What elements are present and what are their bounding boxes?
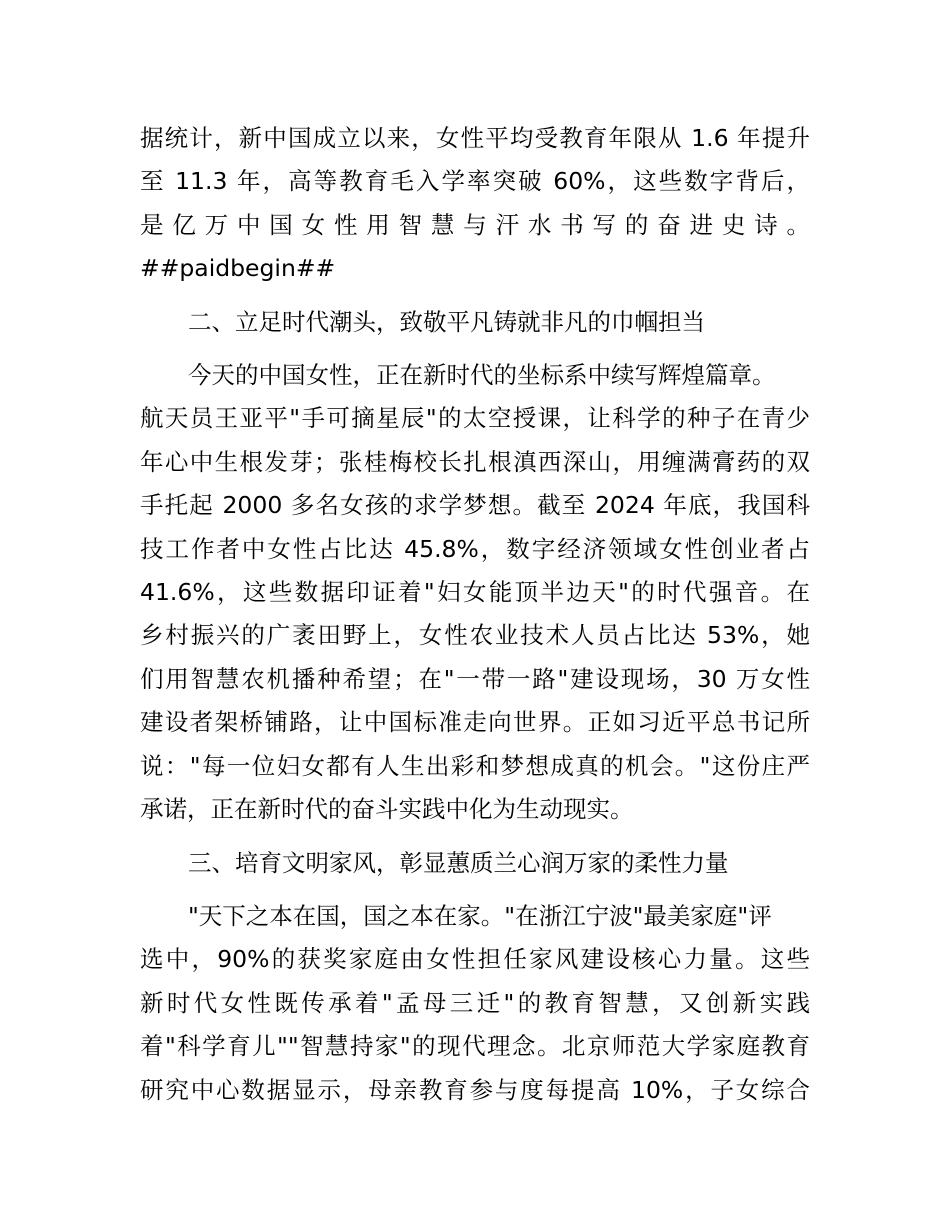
text-line: 新时代女性既传承着"孟母三迁"的教育智慧，又创新实践 [140, 988, 810, 1017]
text-line: 航天员王亚平"手可摘星辰"的太空授课，让科学的种子在青少 [140, 404, 810, 433]
text-line: 们用智慧农机播种希望；在"一带一路"建设现场，30 万女性 [140, 664, 810, 693]
text-line: 今天的中国女性，正在新时代的坐标系中续写辉煌篇章。 [188, 361, 776, 390]
text-line: 说："每一位妇女都有人生出彩和梦想成真的机会。"这份庄严 [140, 751, 810, 780]
text-line: 技工作者中女性占比达 45.8%，数字经济领域女性创业者占 [140, 534, 810, 563]
heading-text: 二、立足时代潮头，致敬平凡铸就非凡的巾帼担当 [188, 307, 705, 336]
text-line: 承诺，正在新时代的奋斗实践中化为生动现实。 [140, 795, 634, 824]
text-line: 乡村振兴的广袤田野上，女性农业技术人员占比达 53%，她 [140, 621, 810, 650]
text-line: 是亿万中国女性用智慧与汗水书写的奋进史诗。 [140, 210, 810, 239]
text-line: 着"科学育儿""智慧持家"的现代理念。北京师范大学家庭教育 [140, 1032, 810, 1061]
section-heading-2 [140, 301, 810, 344]
text-line: 41.6%，这些数据印证着"妇女能顶半边天"的时代强音。在 [140, 578, 810, 607]
text-line: 研究中心数据显示，母亲教育参与度每提高 10%，子女综合 [140, 1075, 810, 1104]
paid-begin-marker: ##paidbegin## [140, 254, 336, 283]
text-line: 至 11.3 年，高等教育毛入学率突破 60%，这些数字背后， [140, 167, 810, 196]
paragraph-family-style [140, 895, 810, 1112]
document-body [140, 117, 810, 1112]
text-line: "天下之本在国，国之本在家。"在浙江宁波"最美家庭"评 [188, 901, 772, 930]
heading-text: 三、培育文明家风，彰显蕙质兰心润万家的柔性力量 [188, 848, 729, 877]
text-line: 据统计，新中国成立以来，女性平均受教育年限从 1.6 年提升 [140, 124, 810, 152]
text-line: 年心中生根发芽；张桂梅校长扎根滇西深山，用缠满膏药的双 [140, 447, 810, 476]
text-line: 手托起 2000 多名女孩的求学梦想。截至 2024 年底，我国科 [140, 491, 810, 520]
text-line: 建设者架桥铺路，让中国标准走向世界。正如习近平总书记所 [140, 708, 810, 737]
text-line: 选中，90%的获奖家庭由女性担任家风建设核心力量。这些 [140, 945, 810, 974]
paragraph-era-women [140, 354, 810, 831]
paragraph-stats-intro [140, 117, 810, 291]
section-heading-3 [140, 842, 810, 885]
